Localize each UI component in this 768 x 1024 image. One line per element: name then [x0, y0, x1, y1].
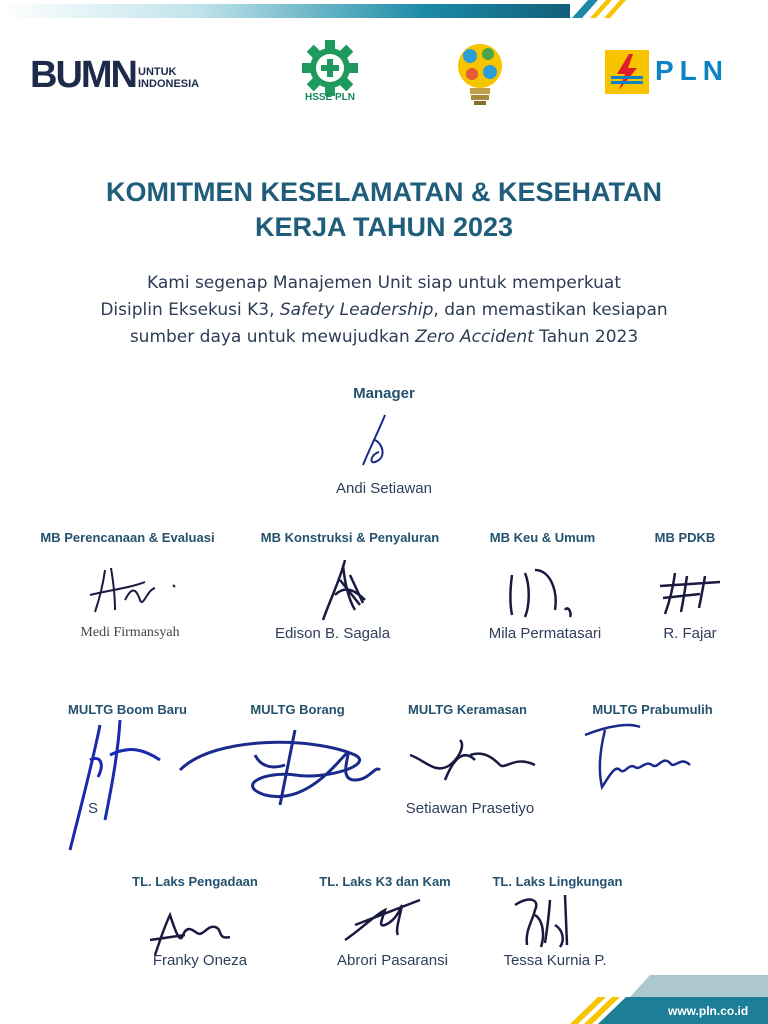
signature-borang-icon	[175, 725, 390, 810]
intro-line-1: Kami segenap Manajemen Unit siap untuk memperkuat	[147, 273, 621, 293]
row2-name-1: S	[88, 800, 99, 817]
pln-bolt-icon	[605, 50, 649, 94]
commitment-statement	[40, 270, 728, 351]
row3-name-3: Tessa Kurnia P.	[503, 952, 607, 969]
row1-role-1: MB Perencanaan & Evaluasi	[40, 530, 215, 545]
signature-edison-icon	[315, 555, 375, 625]
intro-l2a: Disiplin Eksekusi K3,	[100, 300, 280, 320]
manager-role: Manager	[353, 385, 415, 402]
row2-role-1: MULTG Boom Baru	[68, 702, 187, 717]
row1-name-1: Medi Firmansyah	[80, 625, 180, 640]
row1-role-4: MB PDKB	[654, 530, 716, 545]
signature-tessa-icon	[505, 885, 580, 955]
row2-role-3: MULTG Keramasan	[408, 702, 527, 717]
bumn-logo	[30, 55, 210, 93]
bumn-sub-2: INDONESIA	[138, 78, 200, 90]
row1-name-3: Mila Permatasari	[488, 625, 602, 642]
lightbulb-icon	[450, 40, 510, 108]
row2-role-2: MULTG Borang	[250, 702, 345, 717]
row1-role-3: MB Keu & Umum	[489, 530, 596, 545]
row1-name-2: Edison B. Sagala	[274, 625, 391, 642]
row2-name-3: Setiawan Prasetiyo	[405, 800, 535, 817]
signature-mila-icon	[500, 565, 580, 620]
intro-l3a: sumber daya untuk mewujudkan	[129, 327, 416, 347]
signature-medi-icon	[85, 560, 180, 620]
pln-wordmark: PLN	[655, 55, 729, 86]
manager-signature-icon	[355, 410, 405, 470]
bumn-wordmark-icon	[30, 55, 142, 91]
title-line-1: KOMITMEN KESELAMATAN & KESEHATAN	[106, 177, 662, 207]
title-line-2: KERJA TAHUN 2023	[254, 212, 514, 242]
intro-line-2	[40, 297, 728, 324]
bumn-mark: BUMN	[30, 55, 136, 91]
hsse-label: HSSE PLN	[304, 92, 355, 103]
signature-abrori-icon	[340, 895, 430, 945]
row3-name-2: Abrori Pasaransi	[337, 952, 448, 969]
page-title	[40, 175, 728, 245]
intro-l2c: , dan memastikan kesiapan	[433, 300, 668, 320]
intro-line-3	[40, 324, 728, 351]
signature-boom-baru-icon	[60, 715, 170, 855]
signature-keramasan-icon	[405, 735, 540, 785]
row3-role-2: TL. Laks K3 dan Kam	[319, 874, 451, 889]
intro-l3b: Zero Accident	[415, 327, 534, 347]
footer-url[interactable]: www.pln.co.id	[668, 1004, 749, 1018]
signature-prabumulih-icon	[580, 715, 700, 795]
row3-role-3: TL. Laks Lingkungan	[492, 874, 623, 889]
row3-name-1: Franky Oneza	[152, 952, 248, 969]
manager-name: Andi Setiawan	[336, 480, 432, 497]
bumn-sub-1: UNTUK	[138, 66, 177, 78]
row1-name-4: R. Fajar	[663, 625, 717, 642]
row2-role-4: MULTG Prabumulih	[592, 702, 713, 717]
row1-role-2: MB Konstruksi & Penyaluran	[260, 530, 440, 545]
signature-fajar-icon	[655, 568, 725, 618]
top-decorative-band	[0, 0, 768, 22]
intro-l2b: Safety Leadership	[279, 300, 434, 320]
row3-role-1: TL. Laks Pengadaan	[132, 874, 258, 889]
intro-l3c: Tahun 2023	[533, 327, 639, 347]
